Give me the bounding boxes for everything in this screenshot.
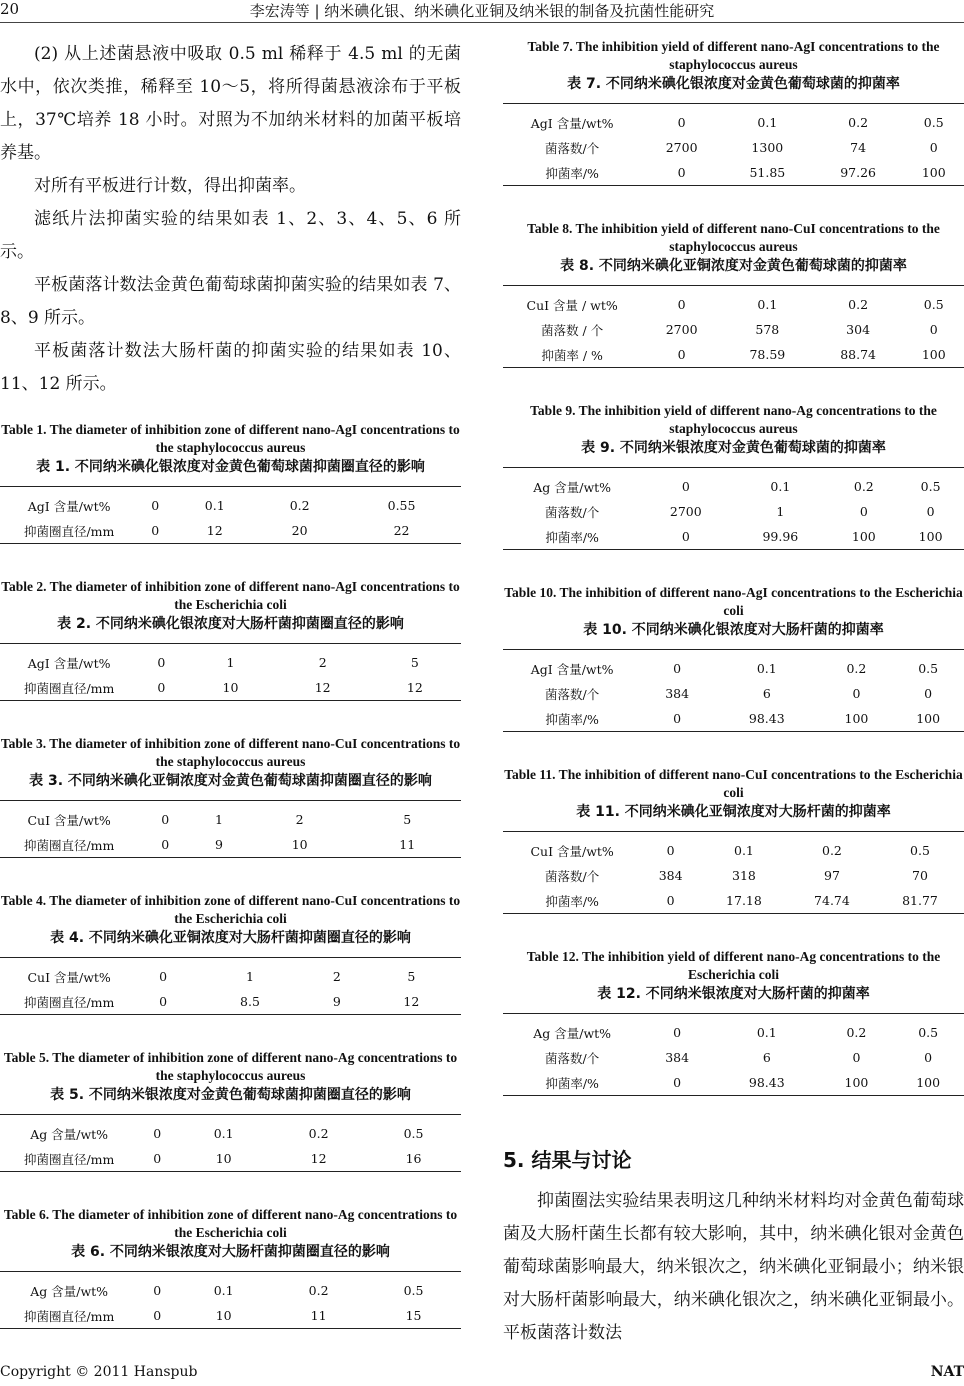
row-label-cell: 抑菌率/% <box>545 1075 599 1091</box>
data-table <box>503 831 964 914</box>
row-label-cell: 抑菌圈直径/mm <box>23 1151 115 1167</box>
value-cell: 0 <box>673 661 682 676</box>
row-label-cell: 抑菌率/% <box>545 165 599 181</box>
value-cell: 0 <box>681 479 690 494</box>
row-label-cell: CuI 含量/wt% <box>27 969 111 985</box>
value-cell: 1 <box>776 504 785 519</box>
value-cell: 384 <box>658 868 683 883</box>
value-cell: 22 <box>393 523 410 538</box>
table-row <box>503 342 964 368</box>
value-cell: 0.2 <box>289 498 310 513</box>
row-label-cell: AgI 含量/wt% <box>530 661 614 677</box>
value-cell: 1 <box>226 655 235 670</box>
value-cell: 0 <box>924 1050 933 1065</box>
value-cell: 384 <box>665 1050 690 1065</box>
value-cell: 12 <box>406 680 423 695</box>
table-t4 <box>0 892 461 1015</box>
table-t11 <box>503 766 964 914</box>
value-cell: 12 <box>403 994 420 1009</box>
table-t8 <box>503 220 964 368</box>
table-t6 <box>0 1206 461 1329</box>
value-cell: 0.2 <box>848 297 869 312</box>
data-table <box>503 1013 964 1096</box>
value-cell: 74.74 <box>814 893 850 908</box>
right-column <box>503 38 964 1350</box>
table-row <box>503 1014 964 1046</box>
value-cell: 5 <box>410 655 419 670</box>
value-cell: 0 <box>677 297 686 312</box>
value-cell: 0 <box>677 115 686 130</box>
table-row <box>503 317 964 342</box>
table-row <box>0 832 461 858</box>
value-cell: 0 <box>852 1050 861 1065</box>
value-cell: 0.2 <box>822 843 842 858</box>
running-title: 李宏涛等 | 纳米碘化银、纳米碘化亚铜及纳米银的制备及抗菌性能研究 <box>249 2 715 20</box>
row-label-cell: 抑菌率/% <box>545 529 599 545</box>
value-cell: 100 <box>921 165 946 180</box>
table-caption <box>503 584 964 639</box>
data-table <box>503 285 964 368</box>
data-table <box>0 800 461 858</box>
caption-chinese: 表 5. 不同纳米银浓度对金黄色葡萄球菌抑菌圈直径的影响 <box>50 1087 411 1103</box>
caption-english: Table 11. The inhibition of different nano-CuI concentrations to the Escherichia coli <box>504 767 963 800</box>
value-cell: 0.5 <box>918 1025 939 1040</box>
journal-abbrev: NAT <box>930 1364 964 1380</box>
table-row <box>503 524 964 550</box>
caption-english: Table 5. The diameter of inhibition zone of different nano-Ag concentrations to the staphylococcus aureus <box>3 1050 458 1083</box>
caption-english: Table 8. The inhibition yield of different nano-CuI concentrations to the staphylococcus aureus <box>527 221 940 254</box>
caption-english: Table 2. The diameter of inhibition zone of different nano-AgI concentrations to the Escherichia coli <box>1 579 460 612</box>
value-cell: 0 <box>666 843 675 858</box>
value-cell: 51.85 <box>749 165 786 180</box>
value-cell: 318 <box>732 868 756 883</box>
value-cell: 0.2 <box>848 115 869 130</box>
table-caption <box>0 578 461 633</box>
row-label-cell: Ag 含量/wt% <box>30 1283 109 1299</box>
value-cell: 100 <box>916 711 941 726</box>
running-header <box>0 0 964 23</box>
table-row <box>0 801 461 833</box>
caption-chinese: 表 12. 不同纳米银浓度对大肠杆菌的抑菌率 <box>597 986 870 1002</box>
value-cell: 1 <box>214 812 223 827</box>
table-caption <box>0 421 461 476</box>
value-cell: 0.2 <box>308 1126 329 1141</box>
value-cell: 6 <box>762 1050 771 1065</box>
value-cell: 0 <box>673 1025 682 1040</box>
value-cell: 100 <box>916 1075 941 1090</box>
value-cell: 9 <box>332 994 341 1009</box>
value-cell: 0 <box>151 523 160 538</box>
caption-chinese: 表 1. 不同纳米碘化银浓度对金黄色葡萄球菌抑菌圈直径的影响 <box>36 459 425 475</box>
paragraph: 平板菌落计数法大肠杆菌的抑菌实验的结果如表 10、11、12 所示。 <box>0 341 461 394</box>
copyright-text: Copyright © 2011 Hanspub <box>0 1364 198 1380</box>
caption-english: Table 7. The inhibition yield of different nano-AgI concentrations to the staphylococcus aureus <box>527 39 940 72</box>
row-label-cell: 菌落数/个 <box>545 868 600 884</box>
value-cell: 2700 <box>665 322 698 337</box>
table-row <box>503 104 964 136</box>
table-row <box>503 888 964 914</box>
value-cell: 10 <box>215 1308 232 1323</box>
table-row <box>503 286 964 318</box>
value-cell: 0.1 <box>204 498 225 513</box>
value-cell: 0 <box>677 165 686 180</box>
value-cell: 8.5 <box>240 994 260 1009</box>
table-row <box>503 135 964 160</box>
row-label-cell: Ag 含量/wt% <box>533 1025 612 1041</box>
caption-chinese: 表 9. 不同纳米银浓度对金黄色葡萄球菌的抑菌率 <box>581 440 886 456</box>
table-row <box>503 863 964 888</box>
row-label-cell: 抑菌率/% <box>545 893 599 909</box>
value-cell: 0 <box>153 1126 162 1141</box>
value-cell: 0.2 <box>853 479 874 494</box>
caption-english: Table 1. The diameter of inhibition zone of different nano-AgI concentrations to the staphylococcus aureus <box>1 422 460 455</box>
value-cell: 0 <box>673 711 682 726</box>
value-cell: 0.2 <box>846 1025 867 1040</box>
table-t10 <box>503 584 964 732</box>
left-column <box>0 38 461 1363</box>
value-cell: 98.43 <box>748 1075 785 1090</box>
value-cell: 5 <box>403 812 412 827</box>
table-row <box>0 958 461 990</box>
value-cell: 99.96 <box>762 529 799 544</box>
table-row <box>503 832 964 864</box>
table-row <box>0 675 461 701</box>
value-cell: 10 <box>215 1151 232 1166</box>
caption-english: Table 9. The inhibition yield of different nano-Ag concentrations to the staphylococcus aureus <box>530 403 937 436</box>
value-cell: 1 <box>246 969 254 984</box>
value-cell: 0.5 <box>923 297 944 312</box>
table-row <box>0 518 461 544</box>
row-label-cell: CuI 含量/wt% <box>27 812 111 828</box>
table-t7 <box>503 38 964 186</box>
value-cell: 578 <box>755 322 780 337</box>
table-row <box>503 1070 964 1096</box>
value-cell: 0.1 <box>756 661 777 676</box>
value-cell: 0 <box>157 680 166 695</box>
value-cell: 0 <box>153 1308 162 1323</box>
value-cell: 0 <box>681 529 690 544</box>
table-caption <box>0 735 461 790</box>
value-cell: 0 <box>159 994 168 1009</box>
table-t5 <box>0 1049 461 1172</box>
value-cell: 15 <box>405 1308 422 1323</box>
value-cell: 98.43 <box>748 711 785 726</box>
value-cell: 0 <box>924 686 933 701</box>
table-t9 <box>503 402 964 550</box>
caption-chinese: 表 10. 不同纳米碘化银浓度对大肠杆菌的抑菌率 <box>583 622 884 638</box>
page-number: 20 <box>0 0 20 18</box>
caption-chinese: 表 2. 不同纳米碘化银浓度对大肠杆菌抑菌圈直径的影响 <box>57 616 404 632</box>
caption-chinese: 表 7. 不同纳米碘化银浓度对金黄色葡萄球菌的抑菌率 <box>567 76 900 92</box>
value-cell: 100 <box>918 529 943 544</box>
data-table <box>0 643 461 701</box>
paragraph: 对所有平板进行计数，得出抑菌率。 <box>34 176 306 196</box>
row-label-cell: 菌落数/个 <box>545 140 600 156</box>
row-label-cell: 菌落数/个 <box>545 686 600 702</box>
value-cell: 0 <box>926 504 935 519</box>
value-cell: 20 <box>291 523 308 538</box>
value-cell: 0.1 <box>757 297 778 312</box>
table-row <box>503 499 964 524</box>
value-cell: 11 <box>310 1308 327 1323</box>
caption-chinese: 表 4. 不同纳米碘化亚铜浓度对大肠杆菌抑菌圈直径的影响 <box>50 930 411 946</box>
value-cell: 97 <box>824 868 840 883</box>
value-cell: 0 <box>157 655 166 670</box>
data-table <box>0 1271 461 1329</box>
row-label-cell: 菌落数/个 <box>545 1050 600 1066</box>
value-cell: 12 <box>310 1151 327 1166</box>
table-row <box>503 706 964 732</box>
section-paragraph: 抑菌圈法实验结果表明这几种纳米材料均对金黄色葡萄球菌及大肠杆菌生长都有较大影响，其中，纳米碘化银对金黄色葡萄球菌影响最大，纳米银次之，纳米碘化亚铜最小；纳米银对大肠杆菌影响最大，纳米碘化银次之，纳米碘化亚铜最小。平板菌落计数法 <box>503 1191 964 1343</box>
value-cell: 2 <box>295 812 304 827</box>
table-row <box>503 160 964 186</box>
value-cell: 0.5 <box>403 1283 424 1298</box>
table-row <box>503 650 964 682</box>
value-cell: 0 <box>151 498 160 513</box>
row-label-cell: 菌落数 / 个 <box>541 322 604 338</box>
value-cell: 81.77 <box>902 893 938 908</box>
data-table <box>0 957 461 1015</box>
value-cell: 2700 <box>665 140 698 155</box>
value-cell: 6 <box>762 686 771 701</box>
value-cell: 0.1 <box>734 843 754 858</box>
value-cell: 0.1 <box>213 1283 234 1298</box>
value-cell: 0.5 <box>918 661 939 676</box>
value-cell: 0 <box>666 893 675 908</box>
value-cell: 88.74 <box>840 347 876 362</box>
paragraph: 滤纸片法抑菌实验的结果如表 1、2、3、4、5、6 所示。 <box>0 209 461 262</box>
row-label-cell: AgI 含量/wt% <box>27 655 111 671</box>
value-cell: 0.5 <box>910 843 930 858</box>
value-cell: 0 <box>153 1283 162 1298</box>
value-cell: 97.26 <box>840 165 876 180</box>
table-caption <box>0 1049 461 1104</box>
value-cell: 0 <box>161 812 170 827</box>
value-cell: 0 <box>929 322 938 337</box>
table-row <box>0 487 461 519</box>
table-t12 <box>503 948 964 1096</box>
value-cell: 1300 <box>751 140 784 155</box>
table-t1 <box>0 421 461 544</box>
table-row <box>0 1303 461 1329</box>
row-label-cell: 菌落数/个 <box>545 504 600 520</box>
value-cell: 2700 <box>669 504 702 519</box>
value-cell: 0.1 <box>756 1025 777 1040</box>
row-label-cell: 抑菌圈直径/mm <box>23 994 115 1010</box>
row-label-cell: CuI 含量/wt% <box>530 843 614 859</box>
row-label-cell: AgI 含量/wt% <box>530 115 614 131</box>
data-table <box>503 103 964 186</box>
value-cell: 0 <box>852 686 861 701</box>
caption-english: Table 10. The inhibition of different nano-AgI concentrations to the Escherichia coli <box>504 585 963 618</box>
caption-english: Table 3. The diameter of inhibition zone of different nano-CuI concentrations to the staphylococcus aureus <box>0 736 461 769</box>
value-cell: 16 <box>405 1151 422 1166</box>
table-row <box>0 1146 461 1172</box>
value-cell: 0.5 <box>403 1126 424 1141</box>
paragraph: (2) 从上述菌悬液中吸取 0.5 ml 稀释于 4.5 ml 的无菌水中，依次类推，稀释至 10～5，将所得菌悬液涂布于平板上，37℃培养 18 小时。对照为不加纳米材料的加菌平板培养基。 <box>0 44 461 163</box>
row-label-cell: AgI 含量/wt% <box>27 498 111 514</box>
table-row <box>503 1045 964 1070</box>
value-cell: 2 <box>332 969 341 984</box>
value-cell: 0 <box>161 837 170 852</box>
caption-chinese: 表 3. 不同纳米碘化亚铜浓度对金黄色葡萄球菌抑菌圈直径的影响 <box>29 773 432 789</box>
section-heading: 5. 结果与讨论 <box>503 1148 632 1172</box>
table-row <box>503 468 964 500</box>
caption-english: Table 12. The inhibition yield of different nano-Ag concentrations to the Escherichia coli <box>526 949 941 982</box>
value-cell: 0.5 <box>920 479 941 494</box>
caption-chinese: 表 8. 不同纳米碘化亚铜浓度对金黄色葡萄球菌的抑菌率 <box>560 258 907 274</box>
row-label-cell: 抑菌圈直径/mm <box>23 1308 115 1324</box>
table-caption <box>503 402 964 457</box>
value-cell: 304 <box>846 322 871 337</box>
data-table <box>0 486 461 544</box>
value-cell: 10 <box>222 680 239 695</box>
value-cell: 100 <box>921 347 946 362</box>
value-cell: 0.5 <box>923 115 944 130</box>
value-cell: 0 <box>859 504 868 519</box>
value-cell: 0.1 <box>213 1126 234 1141</box>
row-label-cell: CuI 含量 / wt% <box>526 297 618 313</box>
value-cell: 0.2 <box>846 661 867 676</box>
data-table <box>503 467 964 550</box>
value-cell: 12 <box>314 680 331 695</box>
value-cell: 5 <box>407 969 416 984</box>
table-caption <box>503 38 964 93</box>
caption-chinese: 表 11. 不同纳米碘化亚铜浓度对大肠杆菌的抑菌率 <box>576 804 891 820</box>
value-cell: 0 <box>673 1075 682 1090</box>
value-cell: 0.2 <box>308 1283 329 1298</box>
value-cell: 0.1 <box>757 115 778 130</box>
table-t2 <box>0 578 461 701</box>
value-cell: 2 <box>318 655 327 670</box>
table-row <box>0 1115 461 1147</box>
table-row <box>0 644 461 676</box>
table-caption <box>503 766 964 821</box>
value-cell: 70 <box>912 868 928 883</box>
table-caption <box>503 220 964 275</box>
value-cell: 17.18 <box>726 893 762 908</box>
value-cell: 100 <box>844 1075 869 1090</box>
data-table <box>0 1114 461 1172</box>
value-cell: 100 <box>844 711 869 726</box>
value-cell: 100 <box>851 529 876 544</box>
row-label-cell: Ag 含量/wt% <box>30 1126 109 1142</box>
value-cell: 0.1 <box>770 479 791 494</box>
value-cell: 0 <box>677 347 686 362</box>
caption-english: Table 6. The diameter of inhibition zone of different nano-Ag concentrations to the Escherichia coli <box>3 1207 458 1240</box>
table-row <box>0 989 461 1015</box>
value-cell: 0 <box>159 969 168 984</box>
row-label-cell: 抑菌圈直径/mm <box>23 523 115 539</box>
table-t3 <box>0 735 461 858</box>
row-label-cell: 抑菌率 / % <box>541 347 603 363</box>
value-cell: 74 <box>850 140 867 155</box>
table-caption <box>503 948 964 1003</box>
value-cell: 10 <box>291 837 308 852</box>
caption-english: Table 4. The diameter of inhibition zone of different nano-CuI concentrations to the Escherichia coli <box>0 893 461 926</box>
data-table <box>503 649 964 732</box>
value-cell: 0.55 <box>387 498 416 513</box>
row-label-cell: 抑菌圈直径/mm <box>23 680 115 696</box>
page-footer <box>0 1364 964 1380</box>
row-label-cell: 抑菌率/% <box>545 711 599 727</box>
caption-chinese: 表 6. 不同纳米银浓度对大肠杆菌抑菌圈直径的影响 <box>71 1244 390 1260</box>
paragraph: 平板菌落计数法金黄色葡萄球菌抑菌实验的结果如表 7、8、9 所示。 <box>0 275 461 328</box>
value-cell: 12 <box>206 523 223 538</box>
table-row <box>503 681 964 706</box>
value-cell: 9 <box>214 837 223 852</box>
value-cell: 0 <box>153 1151 162 1166</box>
row-label-cell: 抑菌圈直径/mm <box>23 837 115 853</box>
value-cell: 78.59 <box>749 347 786 362</box>
value-cell: 384 <box>665 686 690 701</box>
value-cell: 11 <box>399 837 416 852</box>
table-caption <box>0 1206 461 1261</box>
table-row <box>0 1272 461 1304</box>
value-cell: 0 <box>929 140 938 155</box>
row-label-cell: Ag 含量/wt% <box>533 479 612 495</box>
table-caption <box>0 892 461 947</box>
